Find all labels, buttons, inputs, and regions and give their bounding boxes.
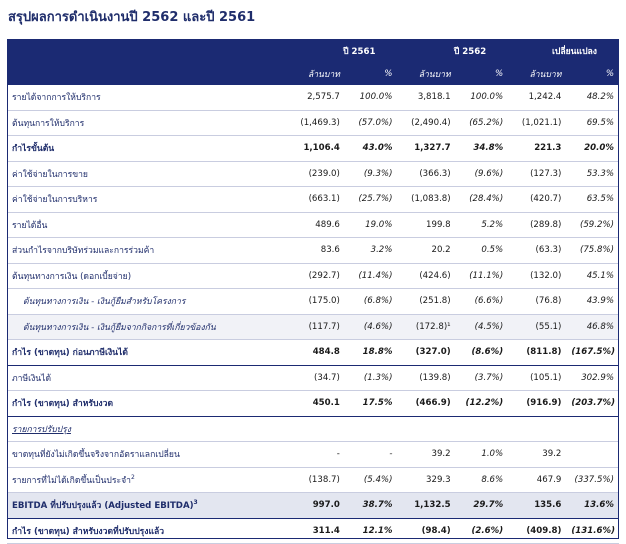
cell-amount: 1,132.5 [397, 493, 455, 519]
cell-amount: (663.1) [287, 187, 345, 213]
cell-percent: 48.2% [566, 85, 619, 110]
unit-percent: % [566, 63, 619, 85]
cell-percent: (11.1%) [456, 263, 509, 289]
cell-amount: (420.7) [508, 187, 566, 213]
row-label [7, 161, 287, 187]
cell-percent [345, 416, 398, 442]
cell-percent: (6.6%) [456, 289, 509, 315]
cell-percent: (3.7%) [456, 365, 509, 391]
row-label [7, 314, 287, 340]
cell-amount: 467.9 [508, 467, 566, 493]
cell-amount: (63.3) [508, 238, 566, 264]
header-year-2562: ปี 2562 [397, 39, 508, 63]
table-row [7, 340, 619, 366]
cell-amount: 199.8 [397, 212, 455, 238]
row-label-text: รายการปรับปรุง [12, 424, 71, 435]
cell-percent: 302.9% [566, 365, 619, 391]
table-row [7, 110, 619, 136]
row-label-text: ส่วนกำไรจากบริษัทร่วมและการร่วมค้า [12, 246, 155, 257]
cell-amount: 329.3 [397, 467, 455, 493]
row-label-text: กำไรขั้นต้น [12, 144, 55, 155]
row-label [7, 442, 287, 468]
row-label [7, 467, 287, 493]
row-label [7, 340, 287, 366]
unit-mbaht: ล้านบาท [287, 63, 345, 85]
cell-percent: (59.2%) [566, 212, 619, 238]
cell-amount: 450.1 [287, 391, 345, 417]
cell-percent: - [345, 442, 398, 468]
cell-percent: 29.7% [456, 493, 509, 519]
row-label-text: ต้นทุนทางการเงิน - เงินกู้ยืมจากกิจการที่เกี่ยวข้องกัน [23, 322, 216, 333]
cell-amount [287, 416, 345, 442]
cell-percent: (9.3%) [345, 161, 398, 187]
cell-percent: (167.5%) [566, 340, 619, 366]
header-blank [7, 39, 287, 63]
cell-amount: (289.8) [508, 212, 566, 238]
row-label-text: ภาษีเงินได้ [12, 373, 52, 384]
cell-amount [397, 416, 455, 442]
footnote-marker: 3 [193, 499, 198, 507]
row-label-text: รายการที่ไม่ได้เกิดขึ้นเป็นประจำ [12, 475, 131, 486]
cell-percent: (203.7%) [566, 391, 619, 417]
cell-percent: 17.5% [345, 391, 398, 417]
cell-percent: 46.8% [566, 314, 619, 340]
row-label [7, 289, 287, 315]
row-label-text: ขาดทุนที่ยังไม่เกิดขึ้นจริงจากอัตราแลกเปลี่ยน [12, 450, 180, 461]
row-label [7, 391, 287, 417]
cell-percent: 18.8% [345, 340, 398, 366]
row-label [7, 238, 287, 264]
cell-amount: (292.7) [287, 263, 345, 289]
cell-percent: 34.8% [456, 136, 509, 162]
cell-percent: (5.4%) [345, 467, 398, 493]
cell-percent: (75.8%) [566, 238, 619, 264]
cell-amount: (1,083.8) [397, 187, 455, 213]
row-label [7, 85, 287, 110]
cell-percent [456, 416, 509, 442]
table-row [7, 289, 619, 315]
row-label-text: ต้นทุนการให้บริการ [12, 118, 85, 129]
header-row-units [7, 63, 619, 85]
unit-percent: % [456, 63, 509, 85]
cell-percent: 5.2% [456, 212, 509, 238]
header-change: เปลี่ยนแปลง [508, 39, 619, 63]
cell-percent: 8.6% [456, 467, 509, 493]
cell-percent: (25.7%) [345, 187, 398, 213]
table-row [7, 161, 619, 187]
cell-percent: (8.6%) [456, 340, 509, 366]
table-row [7, 212, 619, 238]
cell-percent: (65.2%) [456, 110, 509, 136]
cell-amount: (105.1) [508, 365, 566, 391]
table-row [7, 442, 619, 468]
cell-amount: 39.2 [397, 442, 455, 468]
table-row [7, 263, 619, 289]
cell-percent: 0.5% [456, 238, 509, 264]
cell-amount: (366.3) [397, 161, 455, 187]
cell-amount: (409.8) [508, 518, 566, 544]
table-row [7, 136, 619, 162]
cell-amount: (327.0) [397, 340, 455, 366]
row-label [7, 416, 287, 442]
cell-percent: (57.0%) [345, 110, 398, 136]
row-label [7, 110, 287, 136]
cell-percent: (4.6%) [345, 314, 398, 340]
cell-percent: 13.6% [566, 493, 619, 519]
cell-percent: (1.3%) [345, 365, 398, 391]
cell-amount: (1,021.1) [508, 110, 566, 136]
cell-amount: 484.8 [287, 340, 345, 366]
row-label-text: ค่าใช้จ่ายในการขาย [12, 169, 88, 180]
page-title: สรุปผลการดำเนินงานปี 2562 และปี 2561 [8, 10, 256, 25]
cell-amount: (127.3) [508, 161, 566, 187]
cell-amount: (98.4) [397, 518, 455, 544]
row-label-text: กำไร (ขาดทุน) ก่อนภาษีเงินได้ [12, 348, 128, 359]
row-label-text: รายได้อื่น [12, 220, 48, 231]
cell-percent: 53.3% [566, 161, 619, 187]
cell-amount: (1,469.3) [287, 110, 345, 136]
cell-percent: 1.0% [456, 442, 509, 468]
cell-amount: (2,490.4) [397, 110, 455, 136]
header-year-2561: ปี 2561 [287, 39, 398, 63]
cell-percent [566, 442, 619, 468]
cell-percent: 20.0% [566, 136, 619, 162]
header-row-years [7, 39, 619, 63]
cell-percent: (6.8%) [345, 289, 398, 315]
row-label [7, 365, 287, 391]
row-label-text: EBITDA ที่ปรับปรุงแล้ว (Adjusted EBITDA) [12, 501, 194, 512]
cell-percent: 12.1% [345, 518, 398, 544]
table-row [7, 365, 619, 391]
footnote-marker: 2 [130, 473, 135, 481]
row-label-text: รายได้จากการให้บริการ [12, 93, 101, 104]
cell-amount [508, 416, 566, 442]
cell-percent: (9.6%) [456, 161, 509, 187]
cell-percent: 100.0% [345, 85, 398, 110]
table-row [7, 238, 619, 264]
row-label-text: ต้นทุนทางการเงิน (ดอกเบี้ยจ่าย) [12, 271, 132, 282]
table-row [7, 314, 619, 340]
cell-percent [566, 416, 619, 442]
cell-percent: 45.1% [566, 263, 619, 289]
cell-amount: 135.6 [508, 493, 566, 519]
row-label-text: กำไร (ขาดทุน) สำหรับงวด [12, 399, 114, 410]
unit-percent: % [345, 63, 398, 85]
cell-percent: 100.0% [456, 85, 509, 110]
cell-amount: 221.3 [508, 136, 566, 162]
table-row [7, 187, 619, 213]
cell-amount: 1,242.4 [508, 85, 566, 110]
cell-amount: (466.9) [397, 391, 455, 417]
cell-amount: 2,575.7 [287, 85, 345, 110]
cell-amount: - [287, 442, 345, 468]
cell-percent: 38.7% [345, 493, 398, 519]
row-label [7, 136, 287, 162]
row-label [7, 518, 287, 544]
cell-amount: (811.8) [508, 340, 566, 366]
cell-amount: 311.4 [287, 518, 345, 544]
cell-percent: 69.5% [566, 110, 619, 136]
cell-percent: 43.0% [345, 136, 398, 162]
table-row [7, 467, 619, 493]
cell-amount: (239.0) [287, 161, 345, 187]
table-row [7, 85, 619, 110]
cell-amount: (172.8)¹ [397, 314, 455, 340]
cell-amount: 20.2 [397, 238, 455, 264]
table-row [7, 391, 619, 417]
cell-percent: 63.5% [566, 187, 619, 213]
cell-amount: (76.8) [508, 289, 566, 315]
cell-amount: 489.6 [287, 212, 345, 238]
table-row [7, 518, 619, 544]
cell-amount: (916.9) [508, 391, 566, 417]
cell-percent: 43.9% [566, 289, 619, 315]
row-label-text: ค่าใช้จ่ายในการบริหาร [12, 195, 98, 206]
cell-amount: (132.0) [508, 263, 566, 289]
cell-percent: (4.5%) [456, 314, 509, 340]
cell-percent: (131.6%) [566, 518, 619, 544]
cell-amount: 39.2 [508, 442, 566, 468]
cell-amount: (117.7) [287, 314, 345, 340]
row-label-text: กำไร (ขาดทุน) สำหรับงวดที่ปรับปรุงแล้ว [12, 526, 165, 537]
cell-amount: (138.7) [287, 467, 345, 493]
cell-amount: (251.8) [397, 289, 455, 315]
table-row [7, 416, 619, 442]
cell-percent: (2.6%) [456, 518, 509, 544]
cell-percent: (12.2%) [456, 391, 509, 417]
cell-amount: (424.6) [397, 263, 455, 289]
cell-amount: 83.6 [287, 238, 345, 264]
cell-amount: (55.1) [508, 314, 566, 340]
table-row [7, 493, 619, 519]
cell-amount: 1,327.7 [397, 136, 455, 162]
cell-percent: (28.4%) [456, 187, 509, 213]
cell-percent: 19.0% [345, 212, 398, 238]
row-label [7, 493, 287, 519]
cell-amount: (175.0) [287, 289, 345, 315]
row-label [7, 263, 287, 289]
cell-percent: (337.5%) [566, 467, 619, 493]
row-label-text: ต้นทุนทางการเงิน - เงินกู้ยืมสำหรับโครงการ [23, 297, 186, 308]
cell-amount: (139.8) [397, 365, 455, 391]
cell-amount: 1,106.4 [287, 136, 345, 162]
cell-percent: 3.2% [345, 238, 398, 264]
header-blank [7, 63, 287, 85]
cell-percent: (11.4%) [345, 263, 398, 289]
unit-mbaht: ล้านบาท [508, 63, 566, 85]
cell-amount: 997.0 [287, 493, 345, 519]
unit-mbaht: ล้านบาท [397, 63, 455, 85]
cell-amount: (34.7) [287, 365, 345, 391]
row-label [7, 187, 287, 213]
cell-amount: 3,818.1 [397, 85, 455, 110]
row-label [7, 212, 287, 238]
financial-summary-table [7, 39, 619, 544]
